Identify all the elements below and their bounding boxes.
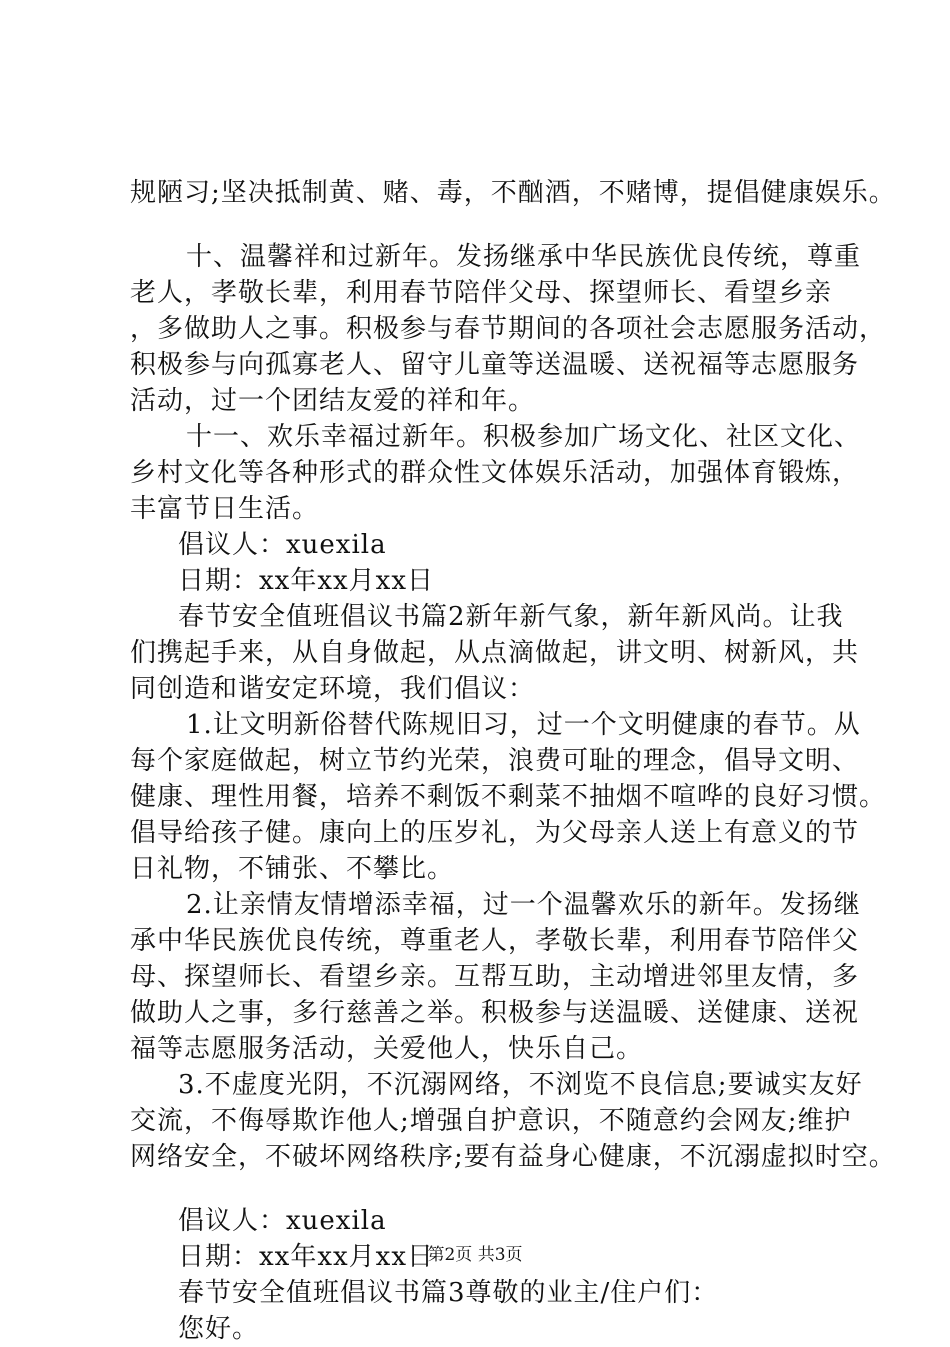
- paragraph-line: 老人，孝敬长辈，利用春节陪伴父母、探望师长、看望乡亲: [130, 278, 833, 308]
- paragraph-line: 丰富节日生活。: [130, 494, 320, 524]
- paragraph-line: 同创造和谐安定环境，我们倡议：: [130, 674, 536, 704]
- paragraph-line: 3.不虚度光阴，不沉溺网络，不浏览不良信息;要诚实友好: [178, 1070, 863, 1100]
- paragraph-line: 母、探望师长、看望乡亲。互帮互助，主动增进邻里友情，多: [130, 962, 860, 992]
- date-line: 日期：xx年xx月xx日: [178, 566, 434, 596]
- paragraph-line: 健康、理性用餐，培养不剩饭不剩菜不抽烟不喧哗的良好习惯。: [130, 782, 887, 812]
- page-footer: 第2页 共3页: [427, 1245, 523, 1265]
- paragraph-line: 网络安全，不破坏网络秩序;要有益身心健康，不沉溺虚拟时空。: [130, 1142, 896, 1172]
- paragraph-line: 春节安全值班倡议书篇3尊敬的业主/住户们：: [178, 1278, 719, 1308]
- paragraph-line: 乡村文化等各种形式的群众性文体娱乐活动，加强体育锻炼，: [130, 458, 860, 488]
- paragraph-line: 十一、欢乐幸福过新年。积极参加广场文化、社区文化、: [186, 422, 862, 452]
- signature-line: 倡议人：xuexila: [178, 1206, 387, 1236]
- paragraph-line: 十、温馨祥和过新年。发扬继承中华民族优良传统，尊重: [186, 242, 862, 272]
- paragraph-line: 福等志愿服务活动，关爱他人，快乐自己。: [130, 1034, 644, 1064]
- paragraph-line: 2.让亲情友情增添幸福，过一个温馨欢乐的新年。发扬继: [186, 890, 861, 920]
- paragraph-line: 每个家庭做起，树立节约光荣，浪费可耻的理念，倡导文明、: [130, 746, 860, 776]
- paragraph-line: 承中华民族优良传统，尊重老人，孝敬长辈，利用春节陪伴父: [130, 926, 860, 956]
- paragraph-line: 日礼物，不铺张、不攀比。: [130, 854, 455, 884]
- paragraph-line: 春节安全值班倡议书篇2新年新气象，新年新风尚。让我: [178, 602, 844, 632]
- paragraph-line: 倡导给孩子健。康向上的压岁礼，为父母亲人送上有意义的节: [130, 818, 860, 848]
- paragraph-line: 活动，过一个团结友爱的祥和年。: [130, 386, 536, 416]
- paragraph-line: 做助人之事，多行慈善之举。积极参与送温暖、送健康、送祝: [130, 998, 860, 1028]
- paragraph-line: 积极参与向孤寡老人、留守儿童等送温暖、送祝福等志愿服务: [130, 350, 860, 380]
- paragraph-line: ，多做助人之事。积极参与春节期间的各项社会志愿服务活动，: [130, 314, 887, 344]
- signature-line: 倡议人：xuexila: [178, 530, 387, 560]
- paragraph-line: 们携起手来，从自身做起，从点滴做起，讲文明、树新风，共: [130, 638, 860, 668]
- paragraph-line: 规陋习;坚决抵制黄、赌、毒，不酗酒，不赌博，提倡健康娱乐。: [130, 178, 896, 208]
- paragraph-line: 交流，不侮辱欺诈他人;增强自护意识，不随意约会网友;维护: [130, 1106, 852, 1136]
- paragraph-line: 您好。: [178, 1314, 260, 1344]
- paragraph-line: 1.让文明新俗替代陈规旧习，过一个文明健康的春节。从: [186, 710, 861, 740]
- date-line: 日期：xx年xx月xx日: [178, 1242, 434, 1272]
